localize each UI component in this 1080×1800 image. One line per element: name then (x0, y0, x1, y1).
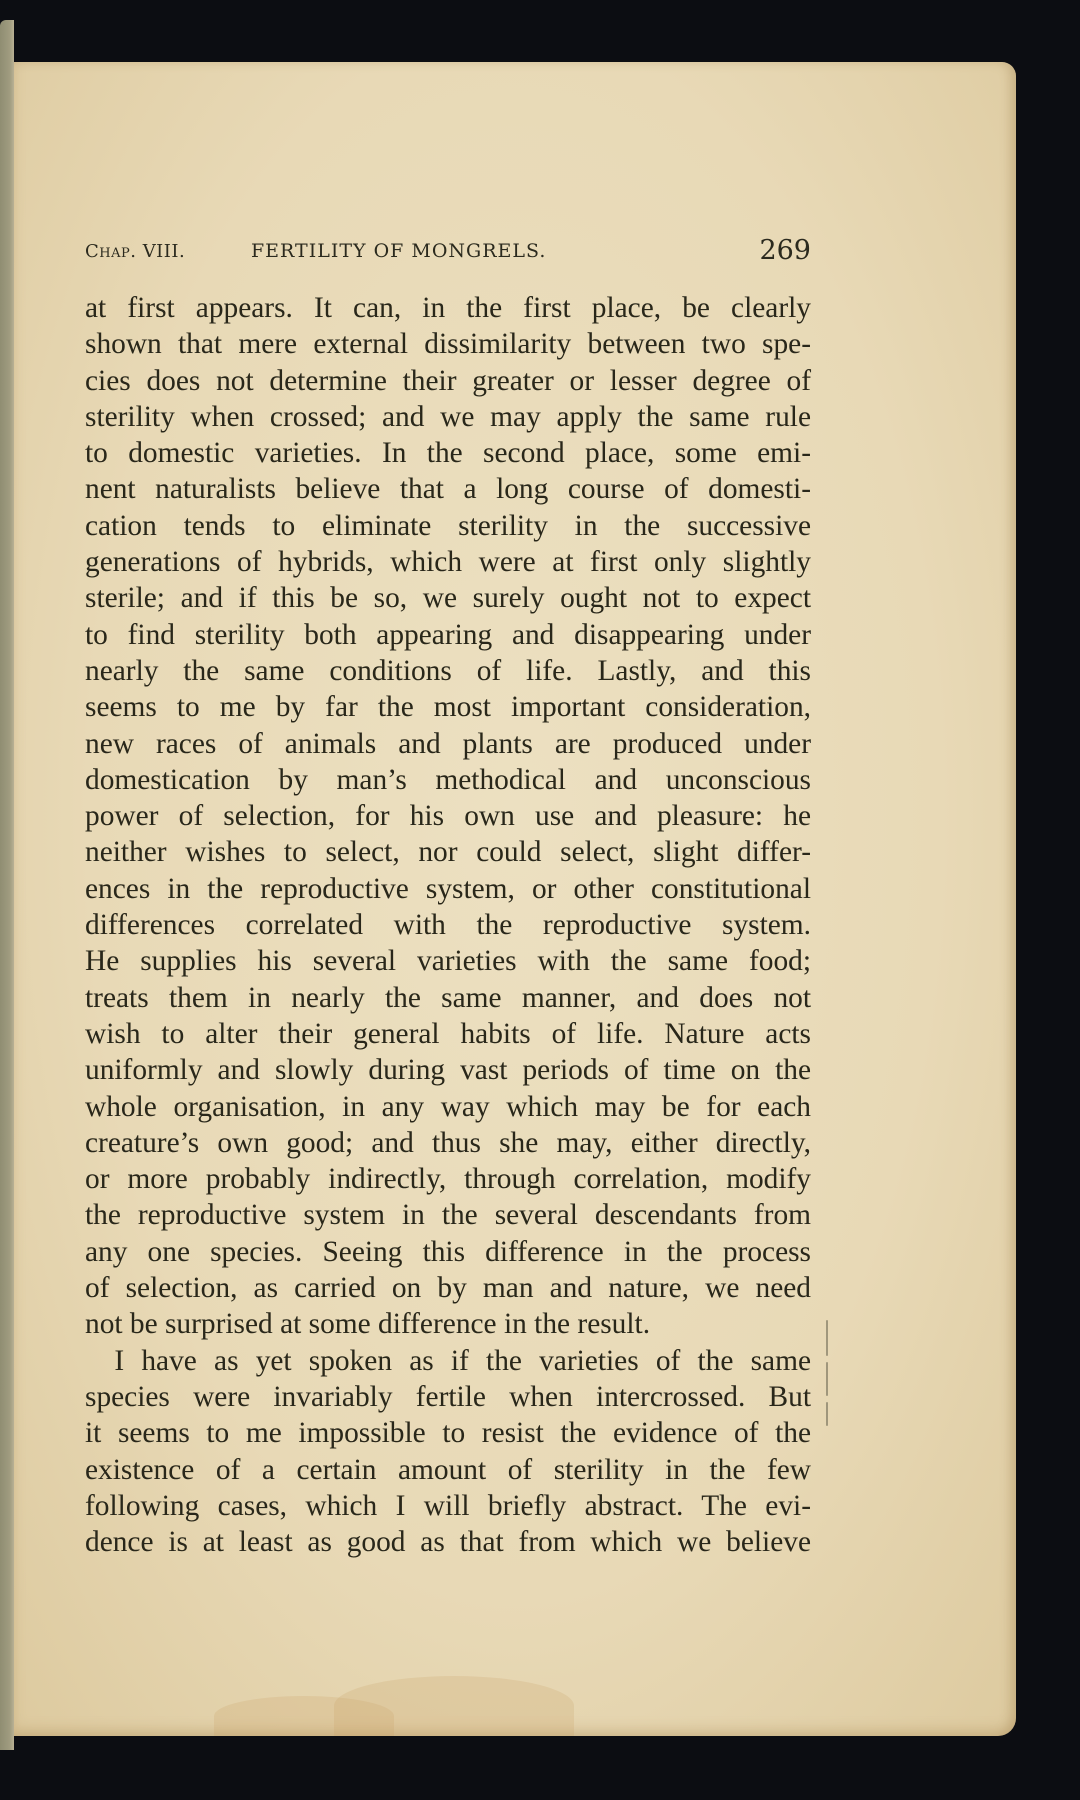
text-line: nearly the same conditions of life. Lastly, and this (85, 654, 811, 687)
text-line: cies does not determine their greater or lesser degree of (85, 364, 811, 397)
text-line: the reproductive system in the several descendants from (85, 1199, 811, 1232)
margin-pencil-mark (826, 1362, 828, 1396)
text-line: existence of a certain amount of sterility in the few (85, 1453, 811, 1486)
text-line: to domestic varieties. In the second place, some emi- (85, 437, 811, 470)
text-line: nent naturalists believe that a long course of domesti- (85, 473, 811, 506)
text-line: uniformly and slowly during vast periods of time on the (85, 1054, 811, 1087)
chapter-label: Chap. VIII. (85, 241, 186, 262)
text-line: I have as yet spoken as if the varieties of the same (114, 1344, 811, 1377)
body-text (85, 290, 811, 1560)
text-line: differences correlated with the reproductive system. (85, 909, 811, 942)
margin-pencil-mark (826, 1320, 828, 1356)
text-line: to find sterility both appearing and disappearing under (85, 618, 811, 651)
text-line: dence is at least as good as that from which we believe (85, 1526, 811, 1559)
paragraph (85, 290, 811, 1343)
text-line: generations of hybrids, which were at first only slightly (85, 546, 811, 579)
text-line: any one species. Seeing this difference in the process (85, 1235, 811, 1268)
text-line: ences in the reproductive system, or other constitutional (85, 872, 811, 905)
text-line: sterile; and if this be so, we surely ought not to expect (85, 582, 811, 615)
page-number: 269 (759, 235, 811, 266)
running-head (85, 235, 811, 269)
text-line: following cases, which I will briefly abstract. The evi- (85, 1489, 811, 1522)
water-stain (334, 1676, 574, 1736)
text-line: shown that mere external dissimilarity between two spe- (85, 328, 811, 361)
text-line: of selection, as carried on by man and nature, we need (85, 1272, 811, 1305)
text-line: He supplies his several varieties with the same food; (85, 945, 811, 978)
text-line: domestication by man’s methodical and unconscious (85, 763, 811, 796)
text-line: not be surprised at some difference in the result. (85, 1308, 651, 1341)
text-line: creature’s own good; and thus she may, either directly, (85, 1126, 811, 1159)
paragraph (85, 1343, 811, 1561)
text-line: treats them in nearly the same manner, and does not (85, 981, 811, 1014)
text-line: at first appears. It can, in the first place, be clearly (85, 292, 811, 324)
text-line: neither wishes to select, nor could select, slight differ- (85, 836, 811, 869)
text-line: whole organisation, in any way which may be for each (85, 1090, 811, 1123)
text-line: it seems to me impossible to resist the evidence of the (85, 1417, 811, 1450)
running-title: FERTILITY OF MONGRELS. (251, 240, 547, 262)
text-line: or more probably indirectly, through correlation, modify (85, 1163, 811, 1196)
text-line: seems to me by far the most important consideration, (85, 691, 811, 724)
margin-pencil-mark (826, 1402, 828, 1426)
text-line: wish to alter their general habits of life. Nature acts (85, 1017, 811, 1050)
text-line: new races of animals and plants are produced under (85, 727, 811, 760)
text-line: species were invariably fertile when intercrossed. But (85, 1380, 811, 1413)
previous-page-edge (0, 20, 14, 1750)
text-line: cation tends to eliminate sterility in the successive (85, 509, 811, 542)
text-line: sterility when crossed; and we may apply the same rule (85, 400, 811, 433)
text-line: power of selection, for his own use and pleasure: he (85, 800, 811, 833)
